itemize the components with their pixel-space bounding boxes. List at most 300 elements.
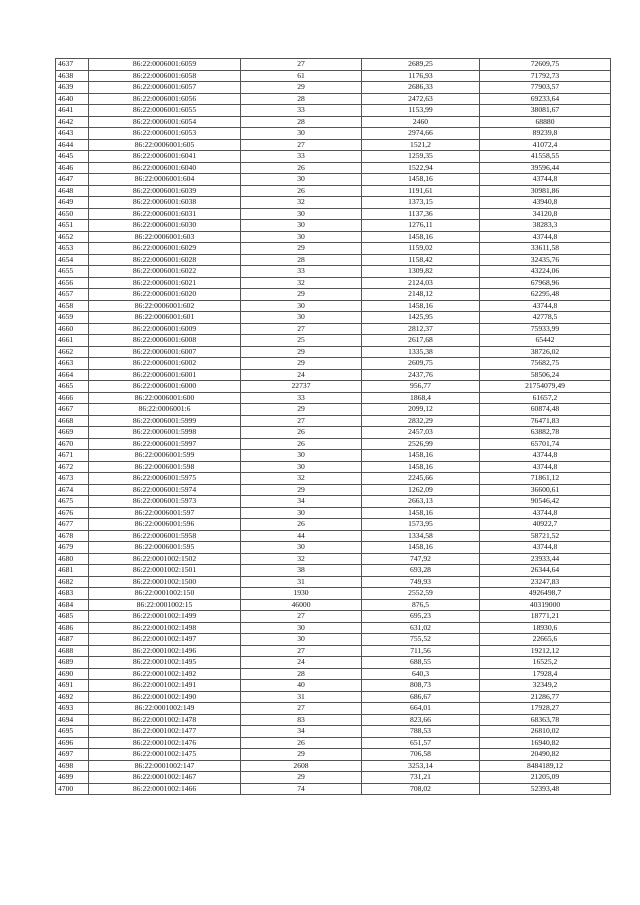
cadastral-number-cell: 86:22:0001002:1492 bbox=[89, 668, 241, 680]
table-row bbox=[56, 335, 611, 347]
cadastral-number-cell: 86:22:0006001:599 bbox=[89, 450, 241, 462]
cadastral-number-cell: 86:22:0006001:6056 bbox=[89, 93, 241, 105]
unit-value-cell: 1153,99 bbox=[362, 105, 480, 117]
area-cell: 30 bbox=[241, 622, 362, 634]
row-number-cell: 4684 bbox=[56, 599, 89, 611]
cadastral-number-cell: 86:22:0006001:5999 bbox=[89, 415, 241, 427]
cadastral-value-cell: 68363,78 bbox=[480, 714, 611, 726]
area-cell: 29 bbox=[241, 404, 362, 416]
row-number-cell: 4674 bbox=[56, 484, 89, 496]
row-number-cell: 4664 bbox=[56, 369, 89, 381]
cadastral-number-cell: 86:22:0001002:15 bbox=[89, 599, 241, 611]
table-row bbox=[56, 105, 611, 117]
table-row bbox=[56, 185, 611, 197]
row-number-cell: 4696 bbox=[56, 737, 89, 749]
unit-value-cell: 1521,2 bbox=[362, 139, 480, 151]
table-row bbox=[56, 622, 611, 634]
unit-value-cell: 2148,12 bbox=[362, 289, 480, 301]
cadastral-number-cell: 86:22:0006001:5973 bbox=[89, 496, 241, 508]
area-cell: 38 bbox=[241, 565, 362, 577]
row-number-cell: 4662 bbox=[56, 346, 89, 358]
cadastral-number-cell: 86:22:0006001:597 bbox=[89, 507, 241, 519]
row-number-cell: 4648 bbox=[56, 185, 89, 197]
row-number-cell: 4638 bbox=[56, 70, 89, 82]
area-cell: 30 bbox=[241, 220, 362, 232]
row-number-cell: 4698 bbox=[56, 760, 89, 772]
cadastral-value-cell: 63882,78 bbox=[480, 427, 611, 439]
unit-value-cell: 695,23 bbox=[362, 611, 480, 623]
cadastral-value-cell: 19212,12 bbox=[480, 645, 611, 657]
row-number-cell: 4639 bbox=[56, 82, 89, 94]
cadastral-value-cell: 16940,82 bbox=[480, 737, 611, 749]
unit-value-cell: 731,21 bbox=[362, 772, 480, 784]
cadastral-number-cell: 86:22:0001002:1502 bbox=[89, 553, 241, 565]
row-number-cell: 4673 bbox=[56, 473, 89, 485]
unit-value-cell: 2437,76 bbox=[362, 369, 480, 381]
unit-value-cell: 688,55 bbox=[362, 657, 480, 669]
area-cell: 29 bbox=[241, 358, 362, 370]
cadastral-value-cell: 58721,52 bbox=[480, 530, 611, 542]
unit-value-cell: 2245,66 bbox=[362, 473, 480, 485]
area-cell: 30 bbox=[241, 300, 362, 312]
unit-value-cell: 876,5 bbox=[362, 599, 480, 611]
table-row bbox=[56, 783, 611, 795]
cadastral-value-cell: 69233,64 bbox=[480, 93, 611, 105]
table-row bbox=[56, 300, 611, 312]
unit-value-cell: 651,57 bbox=[362, 737, 480, 749]
row-number-cell: 4687 bbox=[56, 634, 89, 646]
cadastral-number-cell: 86:22:0006001:6008 bbox=[89, 335, 241, 347]
table-row bbox=[56, 542, 611, 554]
unit-value-cell: 1262,09 bbox=[362, 484, 480, 496]
unit-value-cell: 631,02 bbox=[362, 622, 480, 634]
unit-value-cell: 706,58 bbox=[362, 749, 480, 761]
cadastral-value-cell: 40922,7 bbox=[480, 519, 611, 531]
area-cell: 29 bbox=[241, 82, 362, 94]
unit-value-cell: 2552,59 bbox=[362, 588, 480, 600]
cadastral-number-cell: 86:22:0006001:595 bbox=[89, 542, 241, 554]
cadastral-value-cell: 43224,06 bbox=[480, 266, 611, 278]
row-number-cell: 4669 bbox=[56, 427, 89, 439]
unit-value-cell: 1458,16 bbox=[362, 461, 480, 473]
cadastral-value-cell: 90546,42 bbox=[480, 496, 611, 508]
cadastral-number-cell: 86:22:0001002:1495 bbox=[89, 657, 241, 669]
cadastral-value-cell: 22665,6 bbox=[480, 634, 611, 646]
table-body bbox=[56, 59, 611, 795]
row-number-cell: 4653 bbox=[56, 243, 89, 255]
area-cell: 33 bbox=[241, 151, 362, 163]
cadastral-number-cell: 86:22:0006001:6055 bbox=[89, 105, 241, 117]
row-number-cell: 4668 bbox=[56, 415, 89, 427]
cadastral-number-cell: 86:22:0006001:6002 bbox=[89, 358, 241, 370]
unit-value-cell: 1868,4 bbox=[362, 392, 480, 404]
unit-value-cell: 640,3 bbox=[362, 668, 480, 680]
area-cell: 30 bbox=[241, 507, 362, 519]
cadastral-value-cell: 36600,61 bbox=[480, 484, 611, 496]
area-cell: 29 bbox=[241, 243, 362, 255]
cadastral-number-cell: 86:22:0001002:149 bbox=[89, 703, 241, 715]
unit-value-cell: 711,56 bbox=[362, 645, 480, 657]
cadastral-number-cell: 86:22:0006001:6039 bbox=[89, 185, 241, 197]
table-row bbox=[56, 139, 611, 151]
cadastral-number-cell: 86:22:0006001:6057 bbox=[89, 82, 241, 94]
table-row bbox=[56, 70, 611, 82]
unit-value-cell: 1158,42 bbox=[362, 254, 480, 266]
cadastral-value-cell: 75933,99 bbox=[480, 323, 611, 335]
cadastral-number-cell: 86:22:0006001:6022 bbox=[89, 266, 241, 278]
row-number-cell: 4652 bbox=[56, 231, 89, 243]
cadastral-number-cell: 86:22:0006001:5958 bbox=[89, 530, 241, 542]
unit-value-cell: 2812,37 bbox=[362, 323, 480, 335]
cadastral-value-cell: 43940,8 bbox=[480, 197, 611, 209]
row-number-cell: 4667 bbox=[56, 404, 89, 416]
row-number-cell: 4677 bbox=[56, 519, 89, 531]
cadastral-number-cell: 86:22:0006001:6001 bbox=[89, 369, 241, 381]
table-row bbox=[56, 220, 611, 232]
area-cell: 83 bbox=[241, 714, 362, 726]
area-cell: 28 bbox=[241, 254, 362, 266]
unit-value-cell: 1159,02 bbox=[362, 243, 480, 255]
row-number-cell: 4654 bbox=[56, 254, 89, 266]
cadastral-value-cell: 43744,8 bbox=[480, 174, 611, 186]
cadastral-value-cell: 17928,27 bbox=[480, 703, 611, 715]
table-row bbox=[56, 381, 611, 393]
area-cell: 26 bbox=[241, 185, 362, 197]
area-cell: 29 bbox=[241, 346, 362, 358]
table-row bbox=[56, 530, 611, 542]
area-cell: 32 bbox=[241, 277, 362, 289]
table-row bbox=[56, 289, 611, 301]
table-row bbox=[56, 588, 611, 600]
cadastral-number-cell: 86:22:0006001:6007 bbox=[89, 346, 241, 358]
row-number-cell: 4660 bbox=[56, 323, 89, 335]
cadastral-number-cell: 86:22:0001002:1497 bbox=[89, 634, 241, 646]
cadastral-value-cell: 26810,02 bbox=[480, 726, 611, 738]
table-row bbox=[56, 611, 611, 623]
cadastral-value-cell: 18771,21 bbox=[480, 611, 611, 623]
unit-value-cell: 749,93 bbox=[362, 576, 480, 588]
cadastral-number-cell: 86:22:0006001:6038 bbox=[89, 197, 241, 209]
row-number-cell: 4680 bbox=[56, 553, 89, 565]
cadastral-number-cell: 86:22:0001002:1467 bbox=[89, 772, 241, 784]
cadastral-value-cell: 41558,55 bbox=[480, 151, 611, 163]
unit-value-cell: 1191,61 bbox=[362, 185, 480, 197]
unit-value-cell: 1425,95 bbox=[362, 312, 480, 324]
row-number-cell: 4647 bbox=[56, 174, 89, 186]
table-row bbox=[56, 703, 611, 715]
row-number-cell: 4700 bbox=[56, 783, 89, 795]
cadastral-number-cell: 86:22:0006001:601 bbox=[89, 312, 241, 324]
unit-value-cell: 1573,95 bbox=[362, 519, 480, 531]
row-number-cell: 4649 bbox=[56, 197, 89, 209]
area-cell: 30 bbox=[241, 542, 362, 554]
cadastral-number-cell: 86:22:0006001:5998 bbox=[89, 427, 241, 439]
area-cell: 27 bbox=[241, 645, 362, 657]
table-row bbox=[56, 208, 611, 220]
unit-value-cell: 1137,36 bbox=[362, 208, 480, 220]
row-number-cell: 4661 bbox=[56, 335, 89, 347]
cadastral-number-cell: 86:22:0006001:5997 bbox=[89, 438, 241, 450]
cadastral-table bbox=[55, 58, 611, 795]
table-row bbox=[56, 151, 611, 163]
cadastral-number-cell: 86:22:0001002:1491 bbox=[89, 680, 241, 692]
unit-value-cell: 2526,99 bbox=[362, 438, 480, 450]
table-row bbox=[56, 174, 611, 186]
table-row bbox=[56, 714, 611, 726]
cadastral-number-cell: 86:22:0001002:1501 bbox=[89, 565, 241, 577]
cadastral-value-cell: 65442 bbox=[480, 335, 611, 347]
cadastral-value-cell: 32349,2 bbox=[480, 680, 611, 692]
area-cell: 29 bbox=[241, 484, 362, 496]
area-cell: 27 bbox=[241, 59, 362, 71]
unit-value-cell: 1373,15 bbox=[362, 197, 480, 209]
area-cell: 28 bbox=[241, 116, 362, 128]
unit-value-cell: 2832,29 bbox=[362, 415, 480, 427]
unit-value-cell: 1309,82 bbox=[362, 266, 480, 278]
row-number-cell: 4685 bbox=[56, 611, 89, 623]
table-row bbox=[56, 358, 611, 370]
row-number-cell: 4699 bbox=[56, 772, 89, 784]
row-number-cell: 4645 bbox=[56, 151, 89, 163]
cadastral-value-cell: 4926498,7 bbox=[480, 588, 611, 600]
area-cell: 30 bbox=[241, 208, 362, 220]
area-cell: 26 bbox=[241, 519, 362, 531]
unit-value-cell: 664,01 bbox=[362, 703, 480, 715]
area-cell: 32 bbox=[241, 473, 362, 485]
cadastral-number-cell: 86:22:0001002:1499 bbox=[89, 611, 241, 623]
cadastral-number-cell: 86:22:0006001:6000 bbox=[89, 381, 241, 393]
cadastral-value-cell: 40319000 bbox=[480, 599, 611, 611]
area-cell: 29 bbox=[241, 772, 362, 784]
cadastral-number-cell: 86:22:0006001:6009 bbox=[89, 323, 241, 335]
row-number-cell: 4665 bbox=[56, 381, 89, 393]
cadastral-value-cell: 72609,75 bbox=[480, 59, 611, 71]
area-cell: 26 bbox=[241, 162, 362, 174]
unit-value-cell: 1522,94 bbox=[362, 162, 480, 174]
unit-value-cell: 2974,66 bbox=[362, 128, 480, 140]
table-row bbox=[56, 254, 611, 266]
area-cell: 46000 bbox=[241, 599, 362, 611]
unit-value-cell: 2689,25 bbox=[362, 59, 480, 71]
cadastral-value-cell: 68880 bbox=[480, 116, 611, 128]
cadastral-number-cell: 86:22:0006001:6040 bbox=[89, 162, 241, 174]
area-cell: 27 bbox=[241, 415, 362, 427]
row-number-cell: 4646 bbox=[56, 162, 89, 174]
row-number-cell: 4663 bbox=[56, 358, 89, 370]
cadastral-value-cell: 30981,86 bbox=[480, 185, 611, 197]
table-row bbox=[56, 576, 611, 588]
cadastral-number-cell: 86:22:0006001:6058 bbox=[89, 70, 241, 82]
unit-value-cell: 1458,16 bbox=[362, 231, 480, 243]
table-row bbox=[56, 438, 611, 450]
table-row bbox=[56, 772, 611, 784]
cadastral-value-cell: 21205,09 bbox=[480, 772, 611, 784]
unit-value-cell: 2124,03 bbox=[362, 277, 480, 289]
cadastral-value-cell: 60874,48 bbox=[480, 404, 611, 416]
table-row bbox=[56, 484, 611, 496]
area-cell: 27 bbox=[241, 703, 362, 715]
table-row bbox=[56, 565, 611, 577]
table-row bbox=[56, 346, 611, 358]
cadastral-number-cell: 86:22:0001002:150 bbox=[89, 588, 241, 600]
cadastral-value-cell: 20490,82 bbox=[480, 749, 611, 761]
table-row bbox=[56, 82, 611, 94]
cadastral-number-cell: 86:22:0006001:596 bbox=[89, 519, 241, 531]
unit-value-cell: 1458,16 bbox=[362, 174, 480, 186]
row-number-cell: 4692 bbox=[56, 691, 89, 703]
area-cell: 24 bbox=[241, 369, 362, 381]
table-row bbox=[56, 507, 611, 519]
table-row bbox=[56, 473, 611, 485]
unit-value-cell: 1458,16 bbox=[362, 450, 480, 462]
cadastral-number-cell: 86:22:0006001:6041 bbox=[89, 151, 241, 163]
unit-value-cell: 1458,16 bbox=[362, 542, 480, 554]
cadastral-value-cell: 23247,83 bbox=[480, 576, 611, 588]
area-cell: 24 bbox=[241, 657, 362, 669]
unit-value-cell: 693,28 bbox=[362, 565, 480, 577]
cadastral-number-cell: 86:22:0006001:6059 bbox=[89, 59, 241, 71]
table-row bbox=[56, 231, 611, 243]
unit-value-cell: 2663,13 bbox=[362, 496, 480, 508]
cadastral-number-cell: 86:22:0006001:598 bbox=[89, 461, 241, 473]
cadastral-value-cell: 16525,2 bbox=[480, 657, 611, 669]
table-row bbox=[56, 93, 611, 105]
row-number-cell: 4659 bbox=[56, 312, 89, 324]
area-cell: 30 bbox=[241, 634, 362, 646]
area-cell: 61 bbox=[241, 70, 362, 82]
cadastral-number-cell: 86:22:0006001:6053 bbox=[89, 128, 241, 140]
table-row bbox=[56, 404, 611, 416]
cadastral-number-cell: 86:22:0006001:6028 bbox=[89, 254, 241, 266]
unit-value-cell: 1276,11 bbox=[362, 220, 480, 232]
table-row bbox=[56, 128, 611, 140]
row-number-cell: 4694 bbox=[56, 714, 89, 726]
unit-value-cell: 755,52 bbox=[362, 634, 480, 646]
cadastral-value-cell: 67968,96 bbox=[480, 277, 611, 289]
table-row bbox=[56, 312, 611, 324]
cadastral-number-cell: 86:22:0001002:1496 bbox=[89, 645, 241, 657]
table-row bbox=[56, 427, 611, 439]
unit-value-cell: 2617,68 bbox=[362, 335, 480, 347]
area-cell: 33 bbox=[241, 105, 362, 117]
row-number-cell: 4670 bbox=[56, 438, 89, 450]
cadastral-value-cell: 65701,74 bbox=[480, 438, 611, 450]
area-cell: 28 bbox=[241, 668, 362, 680]
row-number-cell: 4691 bbox=[56, 680, 89, 692]
cadastral-number-cell: 86:22:0006001:6031 bbox=[89, 208, 241, 220]
area-cell: 29 bbox=[241, 749, 362, 761]
row-number-cell: 4666 bbox=[56, 392, 89, 404]
cadastral-value-cell: 89239,8 bbox=[480, 128, 611, 140]
row-number-cell: 4672 bbox=[56, 461, 89, 473]
unit-value-cell: 1176,93 bbox=[362, 70, 480, 82]
table-row bbox=[56, 197, 611, 209]
table-row bbox=[56, 243, 611, 255]
cadastral-number-cell: 86:22:0006001:6 bbox=[89, 404, 241, 416]
cadastral-value-cell: 33611,58 bbox=[480, 243, 611, 255]
area-cell: 33 bbox=[241, 266, 362, 278]
cadastral-number-cell: 86:22:0001002:1476 bbox=[89, 737, 241, 749]
unit-value-cell: 1458,16 bbox=[362, 300, 480, 312]
table-row bbox=[56, 369, 611, 381]
area-cell: 30 bbox=[241, 312, 362, 324]
table-row bbox=[56, 749, 611, 761]
cadastral-value-cell: 43744,8 bbox=[480, 450, 611, 462]
area-cell: 30 bbox=[241, 461, 362, 473]
cadastral-value-cell: 17928,4 bbox=[480, 668, 611, 680]
cadastral-value-cell: 61657,2 bbox=[480, 392, 611, 404]
cadastral-value-cell: 23933,44 bbox=[480, 553, 611, 565]
area-cell: 27 bbox=[241, 611, 362, 623]
table-row bbox=[56, 760, 611, 772]
table-row bbox=[56, 59, 611, 71]
row-number-cell: 4643 bbox=[56, 128, 89, 140]
row-number-cell: 4693 bbox=[56, 703, 89, 715]
table-row bbox=[56, 323, 611, 335]
area-cell: 29 bbox=[241, 289, 362, 301]
area-cell: 74 bbox=[241, 783, 362, 795]
table-row bbox=[56, 116, 611, 128]
cadastral-number-cell: 86:22:0006001:6030 bbox=[89, 220, 241, 232]
row-number-cell: 4690 bbox=[56, 668, 89, 680]
cadastral-value-cell: 32435,76 bbox=[480, 254, 611, 266]
row-number-cell: 4637 bbox=[56, 59, 89, 71]
row-number-cell: 4686 bbox=[56, 622, 89, 634]
cadastral-number-cell: 86:22:0006001:605 bbox=[89, 139, 241, 151]
row-number-cell: 4681 bbox=[56, 565, 89, 577]
area-cell: 33 bbox=[241, 392, 362, 404]
cadastral-value-cell: 38726,02 bbox=[480, 346, 611, 358]
row-number-cell: 4640 bbox=[56, 93, 89, 105]
cadastral-number-cell: 86:22:0001002:1478 bbox=[89, 714, 241, 726]
cadastral-value-cell: 21754079,49 bbox=[480, 381, 611, 393]
row-number-cell: 4682 bbox=[56, 576, 89, 588]
cadastral-value-cell: 76471,83 bbox=[480, 415, 611, 427]
unit-value-cell: 2472,63 bbox=[362, 93, 480, 105]
cadastral-value-cell: 52393,48 bbox=[480, 783, 611, 795]
area-cell: 31 bbox=[241, 576, 362, 588]
area-cell: 44 bbox=[241, 530, 362, 542]
table-row bbox=[56, 680, 611, 692]
cadastral-value-cell: 43744,8 bbox=[480, 300, 611, 312]
table-row bbox=[56, 599, 611, 611]
table-row bbox=[56, 668, 611, 680]
unit-value-cell: 808,73 bbox=[362, 680, 480, 692]
cadastral-number-cell: 86:22:0006001:6029 bbox=[89, 243, 241, 255]
unit-value-cell: 708,02 bbox=[362, 783, 480, 795]
row-number-cell: 4676 bbox=[56, 507, 89, 519]
unit-value-cell: 2609,75 bbox=[362, 358, 480, 370]
cadastral-value-cell: 42778,5 bbox=[480, 312, 611, 324]
unit-value-cell: 2460 bbox=[362, 116, 480, 128]
cadastral-number-cell: 86:22:0006001:603 bbox=[89, 231, 241, 243]
cadastral-value-cell: 71792,73 bbox=[480, 70, 611, 82]
cadastral-value-cell: 38283,3 bbox=[480, 220, 611, 232]
unit-value-cell: 788,53 bbox=[362, 726, 480, 738]
unit-value-cell: 1259,35 bbox=[362, 151, 480, 163]
cadastral-value-cell: 43744,8 bbox=[480, 461, 611, 473]
cadastral-value-cell: 21286,77 bbox=[480, 691, 611, 703]
area-cell: 2608 bbox=[241, 760, 362, 772]
unit-value-cell: 3253,14 bbox=[362, 760, 480, 772]
cadastral-number-cell: 86:22:0001002:1490 bbox=[89, 691, 241, 703]
table-row bbox=[56, 277, 611, 289]
table-row bbox=[56, 415, 611, 427]
table-row bbox=[56, 461, 611, 473]
row-number-cell: 4675 bbox=[56, 496, 89, 508]
area-cell: 34 bbox=[241, 496, 362, 508]
cadastral-value-cell: 77903,57 bbox=[480, 82, 611, 94]
